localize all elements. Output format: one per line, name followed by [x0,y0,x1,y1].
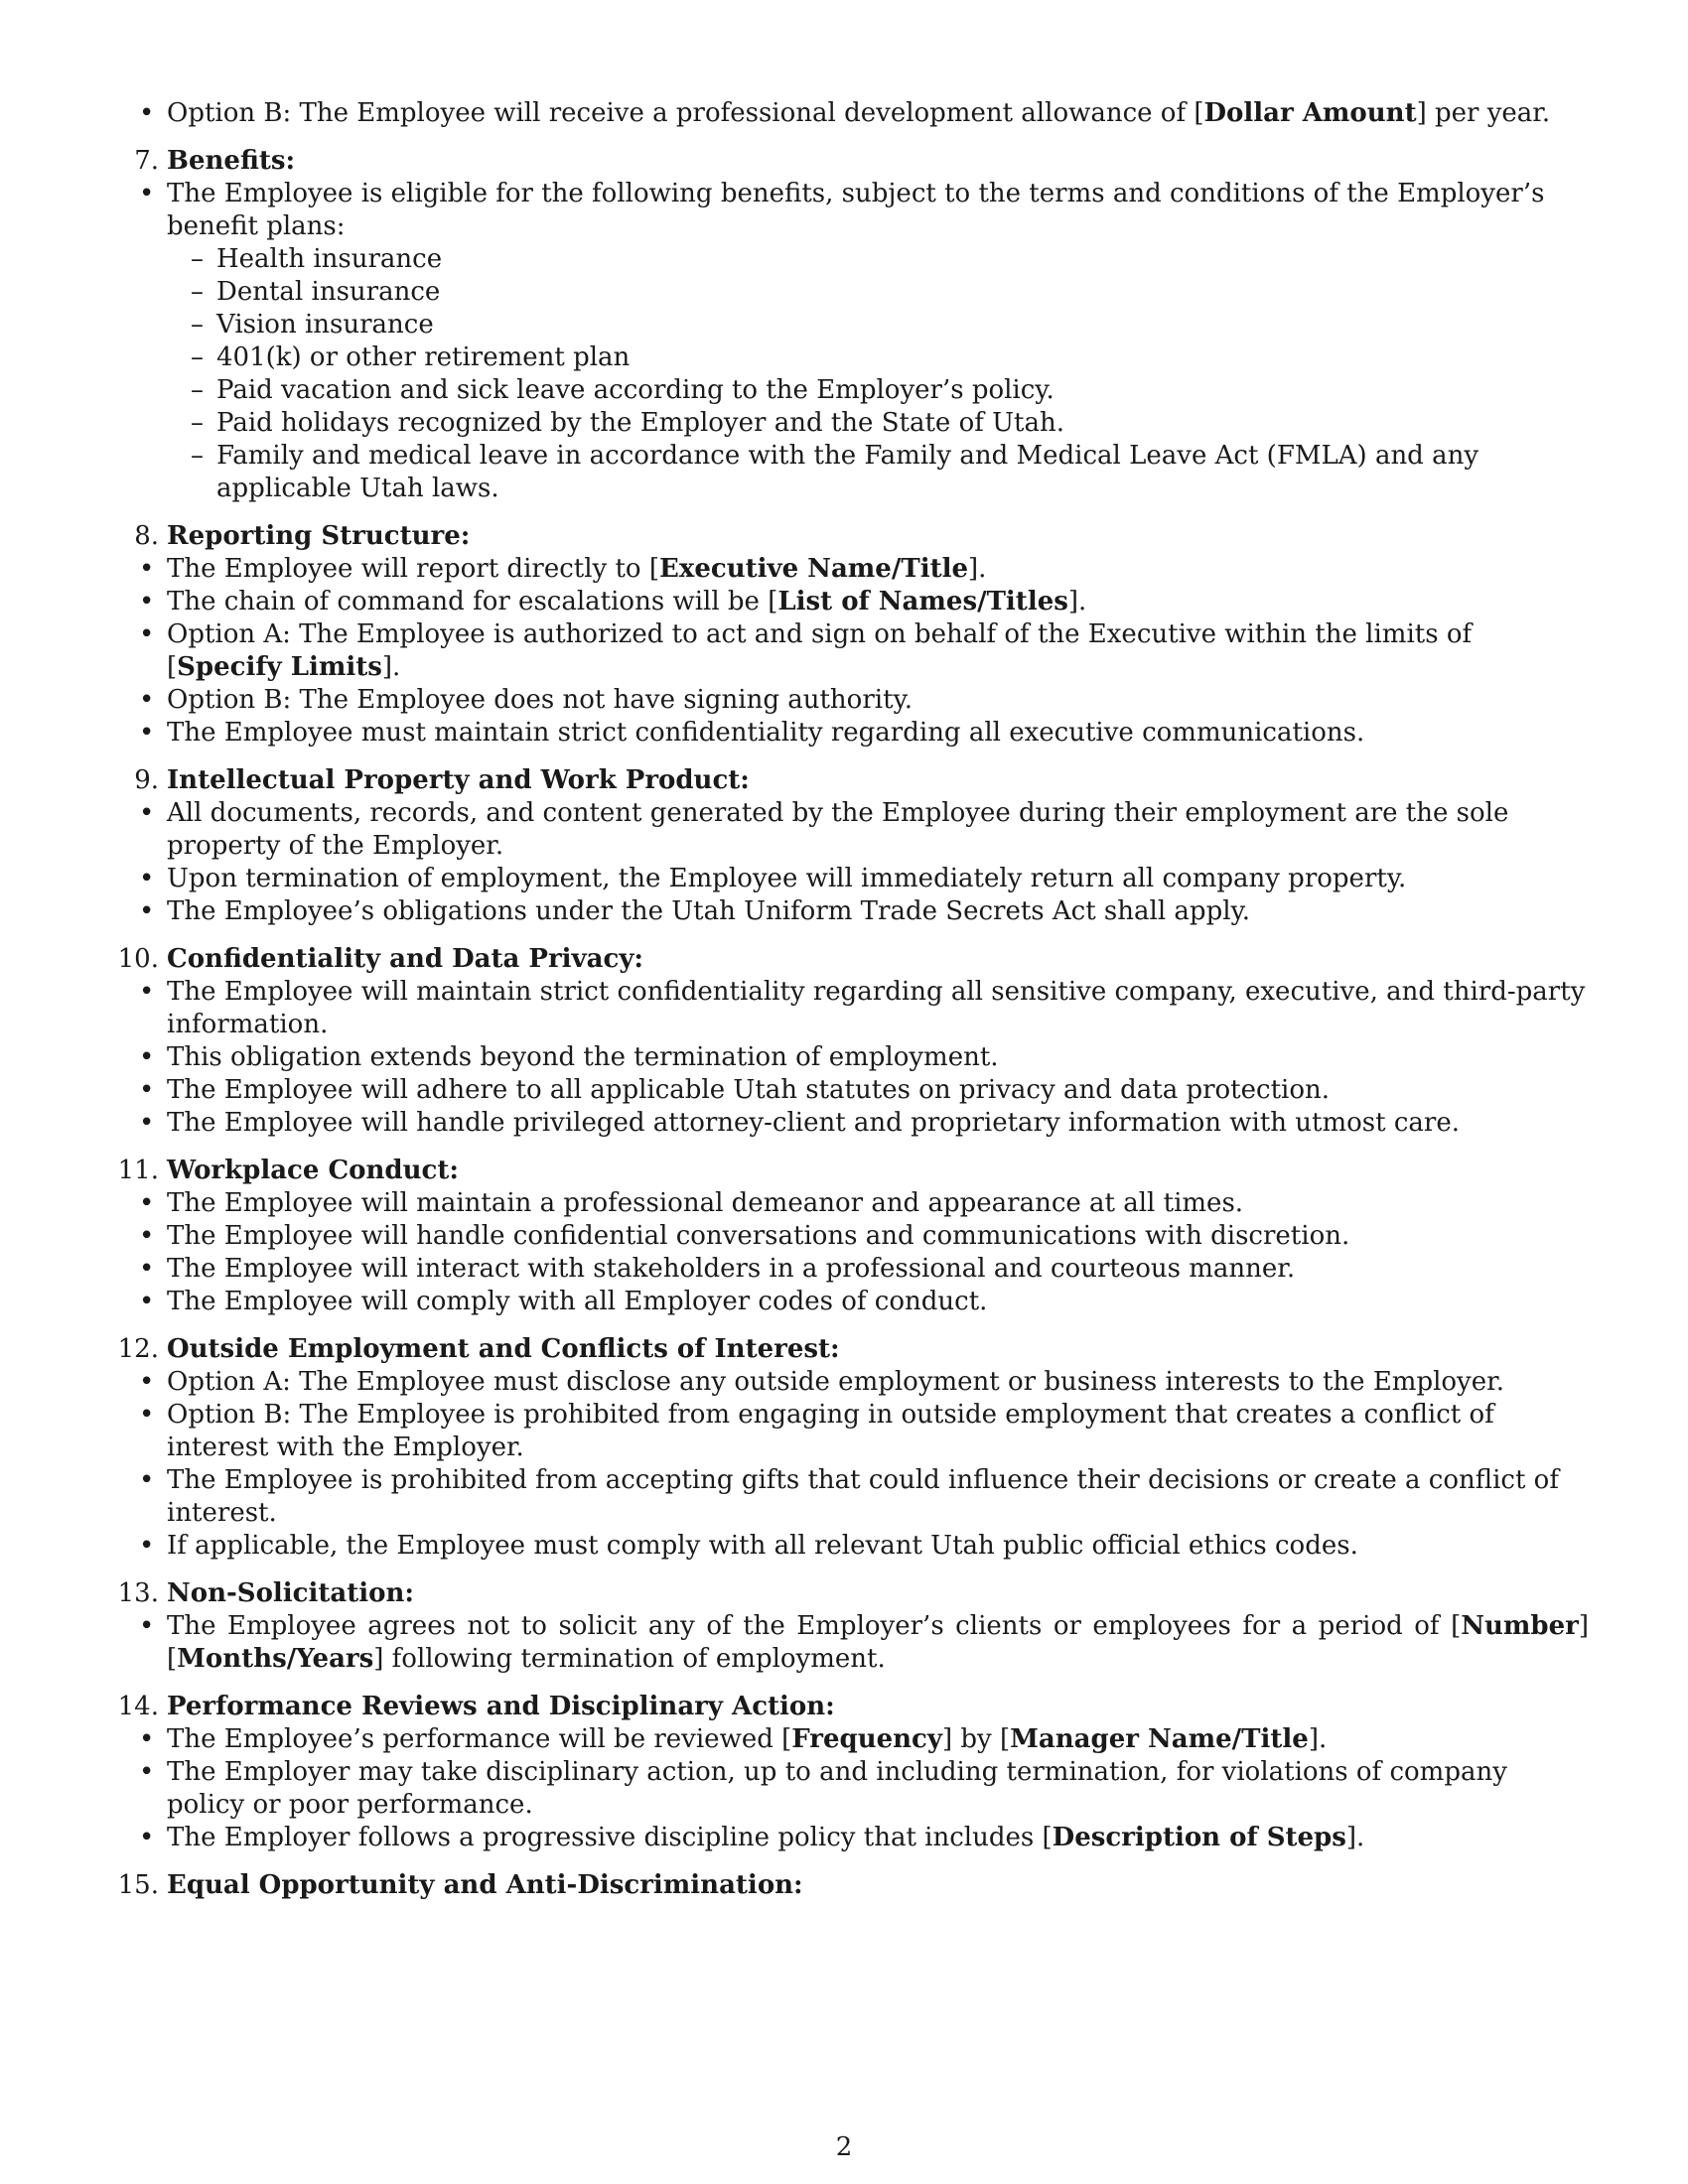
list-item: – Paid vacation and sick leave according to the Employer’s policy. [216,374,1589,407]
section-number: 7. [134,146,159,176]
carryover-bullet-list [167,97,1589,130]
bullet-list [167,1366,1589,1563]
list-item: • The Employer may take disciplinary action, up to and including termination, for violations of company policy or poor performance. [167,1756,1589,1822]
section-title: Reporting Structure: [167,521,471,551]
section-title: Non-Solicitation: [167,1578,414,1608]
list-item: – Vision insurance [216,309,1589,341]
section-title: Performance Reviews and Disciplinary Action: [167,1692,835,1721]
list-item: • The Employee will handle confidential conversations and communications with discretion. [167,1220,1589,1253]
section-number: 9. [134,765,159,795]
list-item: • Option A: The Employee is authorized to act and sign on behalf of the Executive within the limits of [Specify Limits]. [167,618,1589,684]
section-title: Workplace Conduct: [167,1156,459,1185]
bullet-list [167,1187,1589,1318]
section-list [117,145,1589,1902]
list-item: • The chain of command for escalations will be [List of Names/Titles]. [167,586,1589,618]
list-item: • Option B: The Employee will receive a professional development allowance of [Dollar Amount] per year. [167,97,1589,130]
list-item: • The Employee agrees not to solicit any of the Employer’s clients or employees for a period of [Number] [Months/Years] following termination of employment. [167,1610,1589,1676]
section-number: 15. [117,1870,159,1900]
list-item: • The Employer follows a progressive discipline policy that includes [Description of Steps]. [167,1822,1589,1854]
page-number: 2 [835,2132,853,2162]
section-title: Equal Opportunity and Anti-Discrimination: [167,1870,803,1900]
section-title: Confidentiality and Data Privacy: [167,944,644,974]
bullet-list [167,553,1589,750]
list-item: – Dental insurance [216,276,1589,309]
list-item: • The Employee must maintain strict confidentiality regarding all executive communications. [167,717,1589,750]
section-number: 14. [117,1692,159,1721]
section-number: 10. [117,944,159,974]
section-reporting-structure [134,520,1589,750]
section-benefits [134,145,1589,505]
list-item: • The Employee will handle privileged attorney-client and proprietary information with utmost care. [167,1107,1589,1140]
list-item: • Upon termination of employment, the Employee will immediately return all company property. [167,863,1589,895]
list-item: • Option B: The Employee does not have signing authority. [167,684,1589,717]
section-title: Outside Employment and Conflicts of Interest: [167,1334,840,1364]
section-number: 11. [117,1156,159,1185]
list-item: • Option A: The Employee must disclose any outside employment or business interests to the Employer. [167,1366,1589,1399]
list-item: – Health insurance [216,243,1589,276]
section-title: Benefits: [167,146,296,176]
list-item: • The Employee is prohibited from accepting gifts that could influence their decisions or create a conflict of interest. [167,1464,1589,1530]
section-intellectual-property [134,764,1589,928]
dash-list [167,243,1589,505]
section-number: 12. [117,1334,159,1364]
section-title: Intellectual Property and Work Product: [167,765,750,795]
list-item: • The Employee’s obligations under the Utah Uniform Trade Secrets Act shall apply. [167,895,1589,928]
list-item: • The Employee will maintain strict confidentiality regarding all sensitive company, executive, and third-party information. [167,976,1589,1041]
list-item: • The Employee is eligible for the following benefits, subject to the terms and conditions of the Employer’s benefit plans: – Health insurance – Dental insurance – Vision insurance – 401(k) or other retirement plan – Paid vacation and sick leave according to the Employer’s policy. – Paid holidays recognized by the Employer and the State of Utah. – Family and medical leave in accordance with the Family and Medical Leave Act (FMLA) and any applicable Utah laws. [167,178,1589,505]
section-confidentiality [117,943,1589,1140]
bullet-list [167,797,1589,928]
bullet-list [167,1610,1589,1676]
bullet-list [167,976,1589,1140]
list-item: – 401(k) or other retirement plan [216,341,1589,374]
section-outside-employment [117,1333,1589,1563]
list-item: • The Employee will comply with all Employer codes of conduct. [167,1286,1589,1318]
bullet-list [167,1723,1589,1854]
list-item: • The Employee will interact with stakeholders in a professional and courteous manner. [167,1253,1589,1286]
list-item: • If applicable, the Employee must comply with all relevant Utah public official ethics codes. [167,1530,1589,1563]
section-number: 13. [117,1578,159,1608]
section-number: 8. [134,521,159,551]
list-item: • The Employee will adhere to all applicable Utah statutes on privacy and data protection. [167,1074,1589,1107]
document-body [117,97,1589,1902]
list-item: • The Employee’s performance will be reviewed [Frequency] by [Manager Name/Title]. [167,1723,1589,1756]
list-item: – Family and medical leave in accordance with the Family and Medical Leave Act (FMLA) and any applicable Utah laws. [216,440,1589,505]
list-item: • The Employee will maintain a professional demeanor and appearance at all times. [167,1187,1589,1220]
section-non-solicitation [117,1577,1589,1676]
section-workplace-conduct [117,1155,1589,1318]
section-performance-reviews [117,1691,1589,1854]
list-item: • Option B: The Employee is prohibited from engaging in outside employment that creates a conflict of interest with the Employer. [167,1399,1589,1464]
list-item: – Paid holidays recognized by the Employer and the State of Utah. [216,407,1589,440]
section-equal-opportunity [117,1869,1589,1902]
bullet-list [167,178,1589,505]
list-item: • All documents, records, and content generated by the Employee during their employment are the sole property of the Employer. [167,797,1589,863]
list-item: • The Employee will report directly to [Executive Name/Title]. [167,553,1589,586]
list-item: • This obligation extends beyond the termination of employment. [167,1041,1589,1074]
